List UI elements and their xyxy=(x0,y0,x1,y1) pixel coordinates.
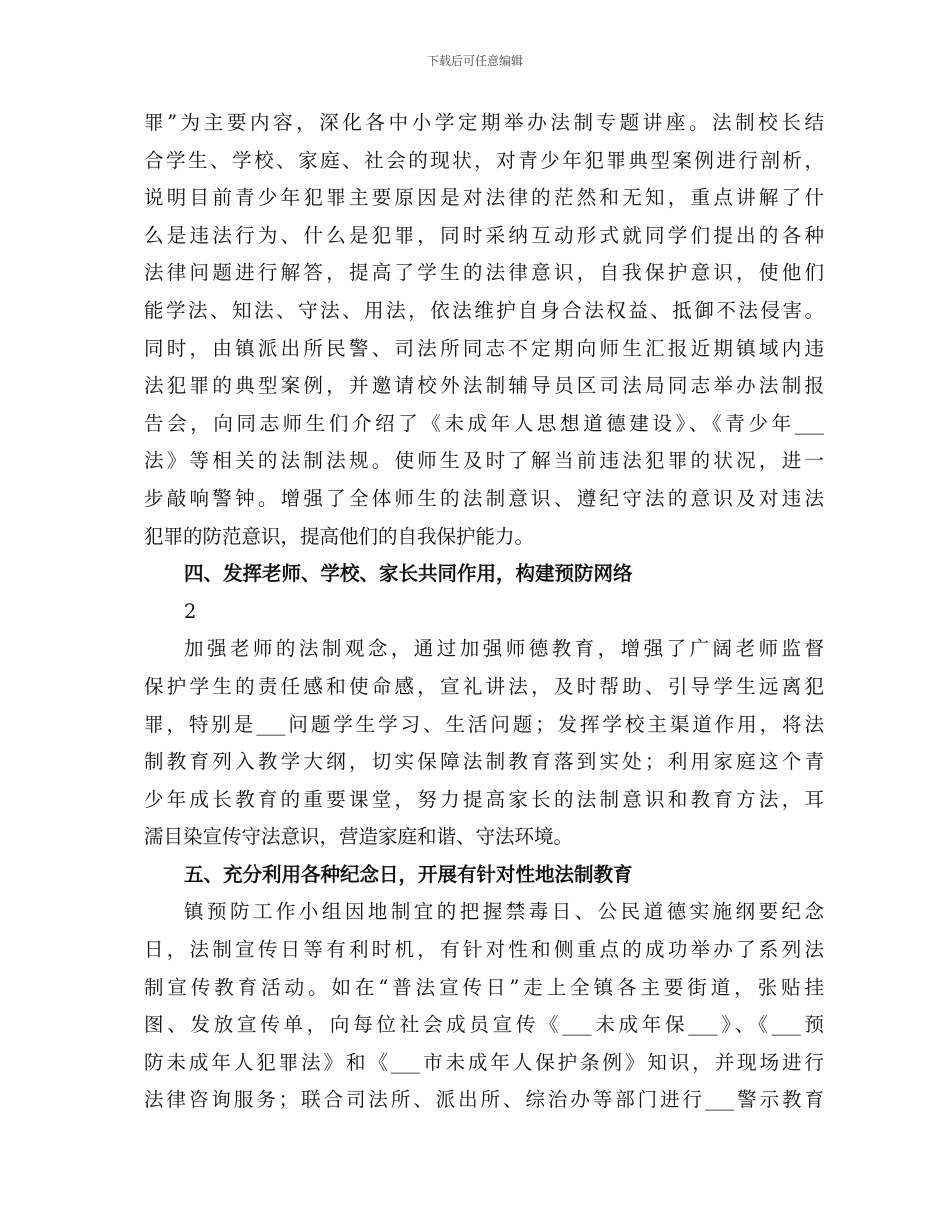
text-line: 法犯罪的典型案例，并邀请校外法制辅导员区司法局同志举办法制报 xyxy=(144,374,824,398)
text-line: 制教育列入教学大纲，切实保障法制教育落到实处；利用家庭这个青 xyxy=(144,750,824,774)
text-line: 合学生、学校、家庭、社会的现状，对青少年犯罪典型案例进行剖析， xyxy=(144,148,824,172)
text-line: 图、发放宣传单，向每位社会成员宣传《___未成年保___》、《___预 xyxy=(144,1013,824,1037)
text-line: 么是违法行为、什么是犯罪，同时采纳互动形式就同学们提出的各种 xyxy=(144,223,824,247)
text-line: 镇预防工作小组因地制宜的把握禁毒日、公民道德实施纲要纪念 xyxy=(184,900,824,924)
text-line: 法律问题进行解答，提高了学生的法律意识，自我保护意识，使他们 xyxy=(144,261,824,285)
text-line: 法律咨询服务；联合司法所、派出所、综治办等部门进行___警示教育 xyxy=(144,1088,824,1112)
document-body xyxy=(144,104,824,1119)
section-heading: 四、发挥老师、学校、家长共同作用，构建预防网络 xyxy=(184,562,633,586)
text-line: 法》等相关的法制法规。使师生及时了解当前违法犯罪的状况，进一 xyxy=(144,449,824,473)
text-line: 保护学生的责任感和使命感，宣礼讲法，及时帮助、引导学生远离犯 xyxy=(144,674,824,698)
text-line: 犯罪的防范意识，提高他们的自我保护能力。 xyxy=(144,524,535,548)
text-line: 告会，向同志师生们介绍了《未成年人思想道德建设》、《青少年___ xyxy=(144,411,824,435)
text-line: 2 xyxy=(184,599,197,623)
text-line: 濡目染宣传守法意识，营造家庭和谐、守法环境。 xyxy=(144,825,574,849)
text-line: 说明目前青少年犯罪主要原因是对法律的茫然和无知，重点讲解了什 xyxy=(144,186,824,210)
text-line: 罪，特别是___问题学生学习、生活问题；发挥学校主渠道作用，将法 xyxy=(144,712,824,736)
text-line: 加强老师的法制观念，通过加强师德教育，增强了广阔老师监督 xyxy=(184,637,824,661)
text-line: 同时，由镇派出所民警、司法所同志不定期向师生汇报近期镇域内违 xyxy=(144,336,824,360)
text-line: 日，法制宣传日等有利时机，有针对性和侧重点的成功举办了系列法 xyxy=(144,938,824,962)
section-heading: 五、充分利用各种纪念日，开展有针对性地法制教育 xyxy=(184,862,633,886)
text-line: 罪”为主要内容，深化各中小学定期举办法制专题讲座。法制校长结 xyxy=(144,111,824,134)
text-line: 制宣传教育活动。如在“普法宣传日”走上全镇各主要街道，张贴挂 xyxy=(144,975,824,999)
header-note: 下载后可任意编辑 xyxy=(426,54,523,68)
text-line: 防未成年人犯罪法》和《___市未成年人保护条例》知识，并现场进行 xyxy=(144,1050,824,1074)
text-line: 能学法、知法、守法、用法，依法维护自身合法权益、抵御不法侵害。 xyxy=(144,298,824,322)
text-line: 少年成长教育的重要课堂，努力提高家长的法制意识和教育方法，耳 xyxy=(144,787,824,811)
text-line: 步敲响警钟。增强了全体师生的法制意识、遵纪守法的意识及对违法 xyxy=(144,486,824,510)
